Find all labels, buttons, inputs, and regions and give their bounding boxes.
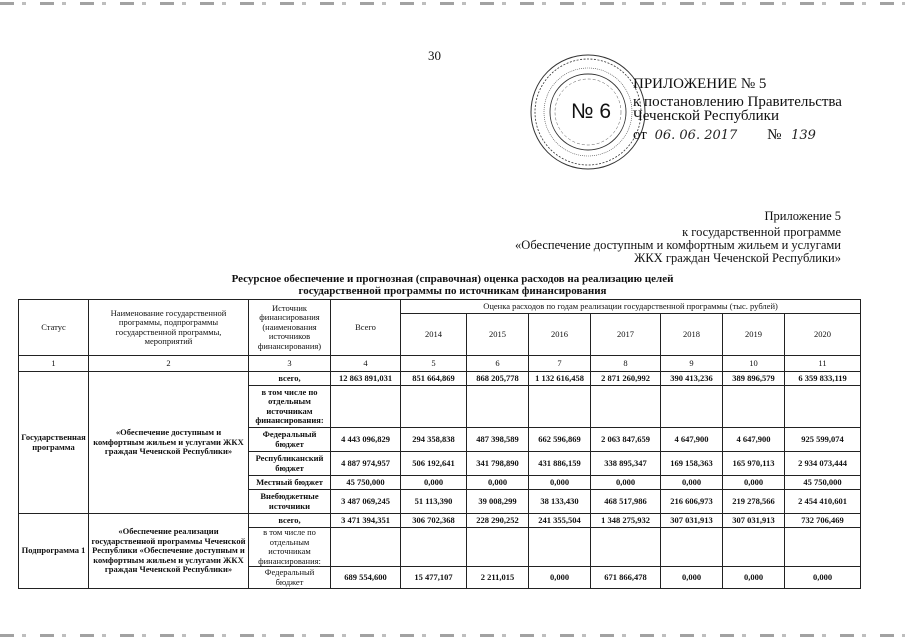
value-cell: 506 192,641: [401, 452, 467, 476]
table-row: [19, 514, 861, 528]
source-cell: Местный бюджет: [249, 476, 331, 490]
value-cell: 487 398,589: [467, 428, 529, 452]
column-number: 5: [401, 356, 467, 372]
value-cell: [785, 528, 861, 567]
value-cell: 219 278,566: [723, 490, 785, 514]
column-number: 1: [19, 356, 89, 372]
value-cell: [723, 528, 785, 567]
value-cell: 2 211,015: [467, 567, 529, 589]
value-cell: [591, 528, 661, 567]
column-number: 6: [467, 356, 529, 372]
stamp-number: № 6: [571, 100, 612, 123]
header-total: Всего: [331, 300, 401, 356]
column-number: 10: [723, 356, 785, 372]
column-number: 8: [591, 356, 661, 372]
value-cell: 12 863 891,031: [331, 372, 401, 386]
value-cell: 307 031,913: [661, 514, 723, 528]
value-cell: 925 599,074: [785, 428, 861, 452]
value-cell: 0,000: [467, 476, 529, 490]
value-cell: 0,000: [723, 476, 785, 490]
value-cell: 294 358,838: [401, 428, 467, 452]
scan-edge-bottom: [0, 634, 905, 637]
value-cell: 4 647,900: [661, 428, 723, 452]
source-cell: всего,: [249, 372, 331, 386]
source-cell: в том числе по отдельным источникам финансирования:: [249, 386, 331, 428]
value-cell: 0,000: [661, 476, 723, 490]
value-cell: 2 934 073,444: [785, 452, 861, 476]
value-cell: [661, 386, 723, 428]
value-cell: 4 647,900: [723, 428, 785, 452]
value-cell: 307 031,913: [723, 514, 785, 528]
value-cell: 39 008,299: [467, 490, 529, 514]
date-handwritten: 06. 06. 2017: [654, 128, 738, 143]
value-cell: [661, 528, 723, 567]
value-cell: 338 895,347: [591, 452, 661, 476]
value-cell: 3 471 394,351: [331, 514, 401, 528]
source-cell: Республиканский бюджет: [249, 452, 331, 476]
value-cell: 0,000: [529, 567, 591, 589]
header-year: 2015: [467, 314, 529, 356]
value-cell: 2 063 847,659: [591, 428, 661, 452]
value-cell: 0,000: [785, 567, 861, 589]
program-status: Государственная программа: [19, 372, 89, 514]
value-cell: [591, 386, 661, 428]
value-cell: 732 706,469: [785, 514, 861, 528]
column-number: 2: [89, 356, 249, 372]
number-handwritten: 139: [791, 128, 816, 143]
source-cell: Федеральный бюджет: [249, 428, 331, 452]
header-year: 2020: [785, 314, 861, 356]
value-cell: 38 133,430: [529, 490, 591, 514]
value-cell: [467, 528, 529, 567]
value-cell: 216 606,973: [661, 490, 723, 514]
value-cell: [331, 386, 401, 428]
resource-table: [18, 299, 861, 589]
value-cell: 0,000: [401, 476, 467, 490]
program-ref-line4: ЖКХ граждан Чеченской Республики»: [634, 251, 841, 265]
value-cell: 341 798,890: [467, 452, 529, 476]
program-ref-line1: Приложение 5: [764, 209, 841, 223]
value-cell: [467, 386, 529, 428]
table-title-line2: государственной программы по источникам финансирования: [298, 285, 607, 297]
value-cell: 390 413,236: [661, 372, 723, 386]
value-cell: 468 517,986: [591, 490, 661, 514]
value-cell: [401, 386, 467, 428]
value-cell: 2 454 410,601: [785, 490, 861, 514]
value-cell: [723, 386, 785, 428]
header-years-caption: Оценка расходов по годам реализации государственной программы (тыс. рублей): [401, 300, 861, 314]
column-number: 11: [785, 356, 861, 372]
header-name: Наименование государственной программы, подпрограммы государственной программы, мероприятий: [89, 300, 249, 356]
value-cell: 228 290,252: [467, 514, 529, 528]
column-number: 7: [529, 356, 591, 372]
date-prefix: от: [633, 127, 647, 143]
value-cell: 662 596,869: [529, 428, 591, 452]
value-cell: [529, 386, 591, 428]
header-year: 2016: [529, 314, 591, 356]
page-number: 30: [428, 48, 441, 63]
value-cell: 45 750,000: [331, 476, 401, 490]
column-number: 3: [249, 356, 331, 372]
value-cell: 45 750,000: [785, 476, 861, 490]
source-cell: Внебюджетные источники: [249, 490, 331, 514]
value-cell: [331, 528, 401, 567]
value-cell: 0,000: [591, 476, 661, 490]
table-title-line1: Ресурсное обеспечение и прогнозная (справочная) оценка расходов на реализацию целей: [231, 273, 674, 285]
appendix-date-line: [633, 127, 816, 144]
value-cell: 4 443 096,829: [331, 428, 401, 452]
subprogram-name: «Обеспечение реализации государственной программы Чеченской Республики «Обеспечение доступным и комфортным жильем и услугами ЖКХ граждан Чеченской Республики»: [89, 514, 249, 589]
source-cell: всего,: [249, 514, 331, 528]
subprogram-status: Подпрограмма 1: [19, 514, 89, 589]
program-ref-line2: к государственной программе: [682, 225, 841, 239]
header-year: 2019: [723, 314, 785, 356]
value-cell: 51 113,390: [401, 490, 467, 514]
appendix-line3: Чеченской Республики: [633, 108, 779, 124]
value-cell: 306 702,368: [401, 514, 467, 528]
program-name: «Обеспечение доступным и комфортным жильем и услугами ЖКХ граждан Чеченской Республики»: [89, 372, 249, 514]
header-status: Статус: [19, 300, 89, 356]
program-ref-line3: «Обеспечение доступным и комфортным жильем и услугами: [515, 238, 841, 252]
header-year: 2017: [591, 314, 661, 356]
value-cell: [785, 386, 861, 428]
value-cell: 3 487 069,245: [331, 490, 401, 514]
value-cell: 241 355,504: [529, 514, 591, 528]
header-row-1: [19, 300, 861, 314]
value-cell: 0,000: [529, 476, 591, 490]
value-cell: 6 359 833,119: [785, 372, 861, 386]
header-year: 2014: [401, 314, 467, 356]
appendix-title: ПРИЛОЖЕНИЕ № 5: [633, 76, 767, 92]
value-cell: 15 477,107: [401, 567, 467, 589]
number-prefix: №: [767, 127, 782, 143]
value-cell: 431 886,159: [529, 452, 591, 476]
column-number: 9: [661, 356, 723, 372]
appendix-line2: к постановлению Правительства: [633, 94, 842, 110]
column-number: 4: [331, 356, 401, 372]
value-cell: [529, 528, 591, 567]
header-source: Источник финансирования (наименования источников финансирования): [249, 300, 331, 356]
value-cell: 0,000: [661, 567, 723, 589]
column-numbers-row: [19, 356, 861, 372]
value-cell: 4 887 974,957: [331, 452, 401, 476]
header-year: 2018: [661, 314, 723, 356]
source-cell: в том числе по отдельным источникам финансирования:: [249, 528, 331, 567]
scan-edge-top: [0, 2, 905, 5]
value-cell: 389 896,579: [723, 372, 785, 386]
value-cell: 2 871 260,992: [591, 372, 661, 386]
table-row: [19, 372, 861, 386]
value-cell: 1 348 275,932: [591, 514, 661, 528]
value-cell: 851 664,869: [401, 372, 467, 386]
value-cell: 169 158,363: [661, 452, 723, 476]
value-cell: 671 866,478: [591, 567, 661, 589]
value-cell: 165 970,113: [723, 452, 785, 476]
value-cell: 868 205,778: [467, 372, 529, 386]
value-cell: 0,000: [723, 567, 785, 589]
value-cell: [401, 528, 467, 567]
value-cell: 1 132 616,458: [529, 372, 591, 386]
source-cell: Федеральный бюджет: [249, 567, 331, 589]
value-cell: 689 554,600: [331, 567, 401, 589]
